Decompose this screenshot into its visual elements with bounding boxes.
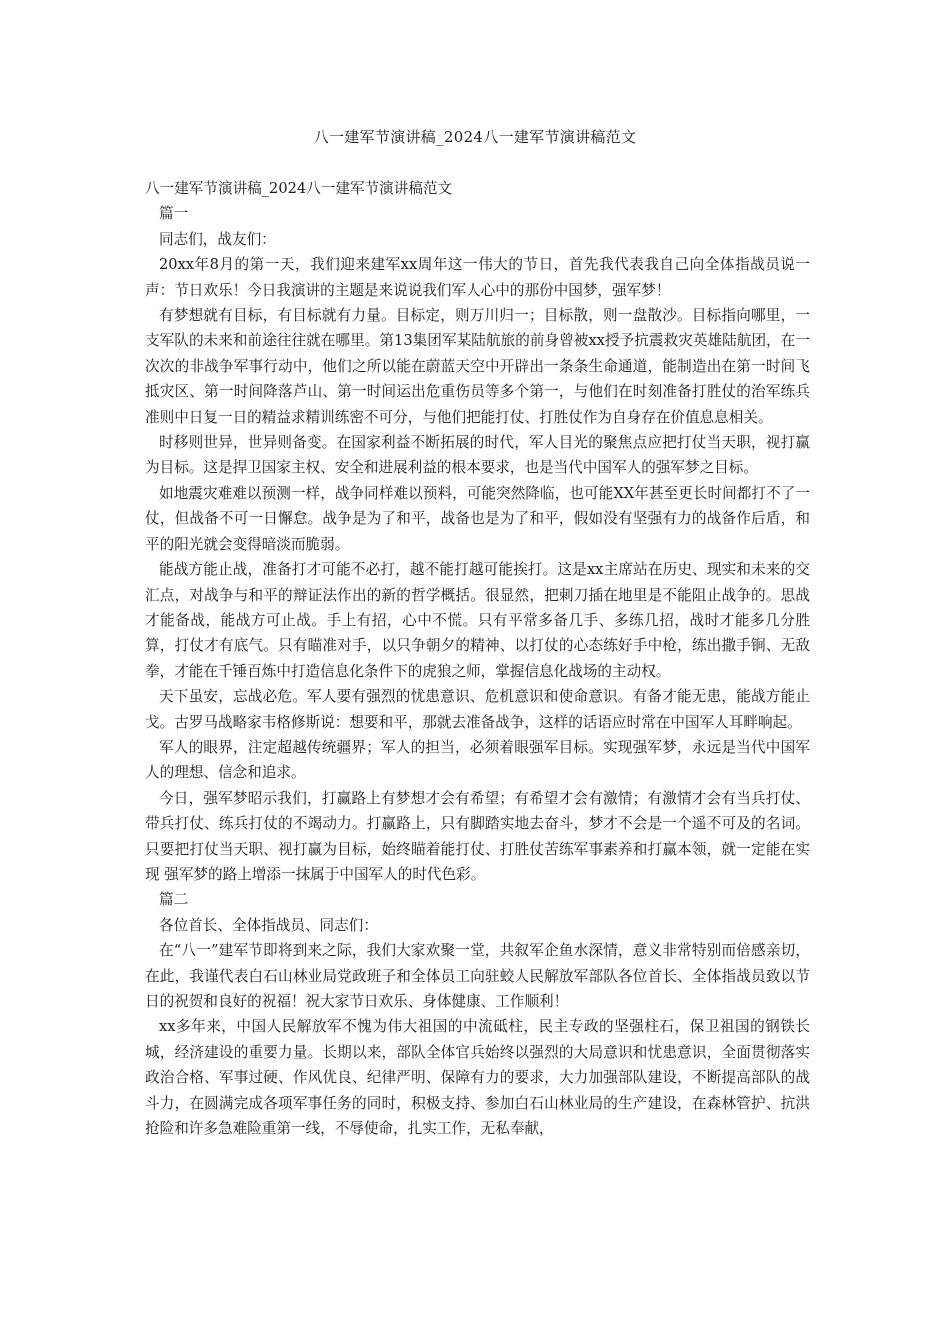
salutation: 同志们，战友们： bbox=[159, 230, 276, 248]
document-body bbox=[145, 176, 810, 1141]
salutation: 各位首长、全体指战员、同志们： bbox=[159, 916, 378, 934]
paragraph: 20xx年8月的第一天，我们迎来建军xx周年这一伟大的节日，首先我代表我自己向全体指战员说一声：节日欢乐！今日我演讲的主题是来说说我们军人心中的那份中国梦，强军梦！ bbox=[145, 256, 810, 299]
paragraph: 有梦想就有目标，有目标就有力量。目标定，则万川归一；目标散，则一盘散沙。目标指向哪里，一支军队的未来和前途往往就在哪里。第13集团军某陆航旅的前身曾被xx授予抗震救灾英雄陆航团，在一次次的非战争军事行动中，他们之所以能在蔚蓝天空中开辟出一条条生命通道，能制造出在第一时间飞抵灾区、第一时间降落芦山、第一时间运出危重伤员等多个第一，与他们在时刻准备打胜仗的治军练兵准则中日复一日的精益求精训练密不可分，与他们把能打仗、打胜仗作为自身存在价值息息相关。 bbox=[145, 307, 810, 426]
paragraph: 军人的眼界，注定超越传统疆界；军人的担当，必须着眼强军目标。实现强军梦，永远是当代中国军人的理想、信念和追求。 bbox=[145, 738, 810, 782]
section-label: 篇一 bbox=[159, 205, 189, 223]
paragraph: 天下虽安，忘战必危。军人要有强烈的忧患意识、危机意识和使命意识。有备才能无患，能战方能止戈。古罗马战略家韦格修斯说：想要和平，那就去准备战争，这样的话语应时常在中国军人耳畔响起。 bbox=[145, 688, 810, 731]
paragraph: 在“八一”建军节即将到来之际，我们大家欢聚一堂，共叙军企鱼水深情，意义非常特别而倍感亲切，在此，我谨代表白石山林业局党政班子和全体员工向驻蛟人民解放军部队各位首长、全体指战员致以节日的祝贺和良好的祝福！祝大家节日欢乐、身体健康、工作顺利！ bbox=[145, 942, 810, 1010]
paragraph: 如地震灾难难以预测一样，战争同样难以预料，可能突然降临，也可能XX年甚至更长时间都打不了一仗，但战备不可一日懈怠。战争是为了和平，战备也是为了和平，假如没有坚强有力的战备作后盾，和平的阳光就会变得暗淡而脆弱。 bbox=[145, 484, 810, 553]
article-heading: 八一建军节演讲稿_2024八一建军节演讲稿范文 bbox=[145, 180, 453, 197]
paragraph: 时移则世异，世异则备变。在国家利益不断拓展的时代，军人目光的聚焦点应把打仗当天职，视打赢为目标。这是捍卫国家主权、安全和进展利益的根本要求，也是当代中国军人的强军梦之目标。 bbox=[145, 434, 810, 477]
section-label: 篇二 bbox=[159, 891, 189, 909]
paragraph: 今日，强军梦昭示我们，打赢路上有梦想才会有希望；有希望才会有激情；有激情才会有当兵打仗、带兵打仗、练兵打仗的不竭动力。打赢路上，只有脚踏实地去奋斗，梦才不会是一个遥不可及的名词。只要把打仗当天职、视打赢为目标，始终瞄着能打仗、打胜仗苦练军事素养和打赢本领，就一定能在实现 强军梦的路上增添一抹属于中国军人的时代色彩。 bbox=[145, 789, 810, 883]
document-title: 八一建军节演讲稿_2024八一建军节演讲稿范文 bbox=[313, 128, 637, 146]
paragraph: 能战方能止战，准备打才可能不必打，越不能打越可能挨打。这是xx主席站在历史、现实和未来的交汇点，对战争与和平的辩证法作出的新的哲学概括。很显然，把刺刀插在地里是不能阻止战争的。思战才能备战，能战方可止战。手上有招，心中不慌。只有平常多备几手、多练几招，战时才能多几分胜算，打仗才有底气。只有瞄准对手，以只争朝夕的精神、以打仗的心态练好手中枪，练出撒手锏、无敌拳，才能在千锤百炼中打造信息化条件下的虎狼之师，掌握信息化战场的主动权。 bbox=[145, 561, 810, 680]
paragraph: xx多年来，中国人民解放军不愧为伟大祖国的中流砥柱，民主专政的坚强柱石，保卫祖国的钢铁长城，经济建设的重要力量。长期以来，部队全体官兵始终以强烈的大局意识和忧患意识，全面贯彻落实政治合格、军事过硬、作风优良、纪律严明、保障有力的要求，大力加强部队建设，不断提高部队的战斗力，在圆满完成各项军事任务的同时，积极支持、参加白石山林业局的生产建设，在森林管护、抗洪抢险和许多急难险重第一线，不辱使命，扎实工作，无私奉献， bbox=[145, 1018, 810, 1138]
